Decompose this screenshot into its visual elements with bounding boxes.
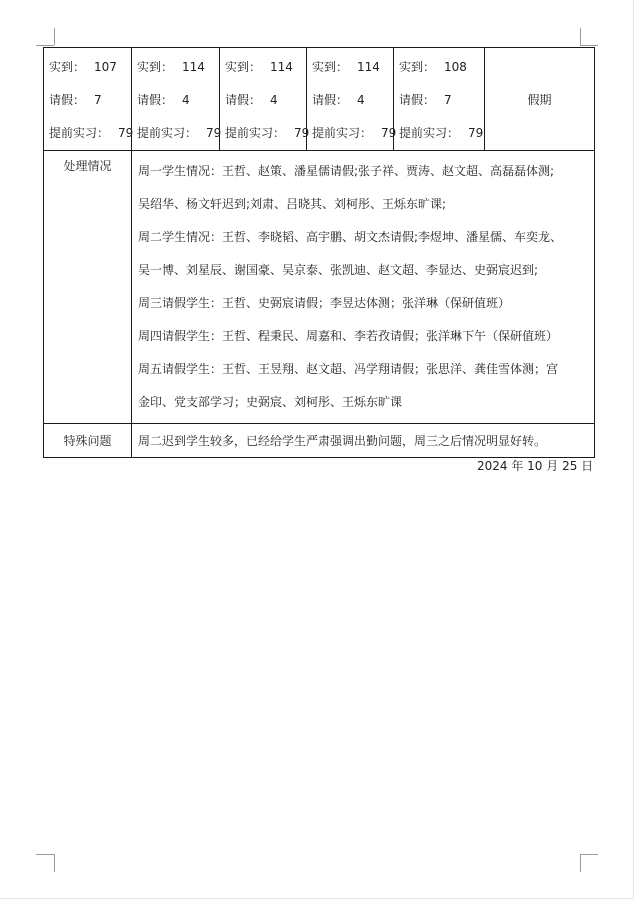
attendance-cell-tuesday [132, 48, 220, 151]
handling-row [44, 151, 595, 424]
leave-label: 请假： [399, 93, 436, 107]
handling-line: 周三请假学生：王哲、史弼宸请假；李昱达体测；张洋琳（保研值班） [138, 296, 511, 310]
attendance-cell-wednesday [220, 48, 310, 151]
intern-count: 79 [381, 126, 397, 140]
crop-mark-top-left [36, 45, 54, 46]
intern-label: 提前实习： [225, 126, 286, 140]
actual-label: 实到： [225, 60, 262, 74]
intern-label: 提前实习： [137, 126, 198, 140]
crop-mark-top-right [580, 28, 581, 45]
intern-count: 79 [206, 126, 222, 140]
leave-count: 4 [182, 93, 190, 107]
intern-count: 79 [294, 126, 310, 140]
actual-count: 114 [270, 60, 293, 74]
leave-count: 4 [270, 93, 278, 107]
handling-line: 吴一博、刘星辰、谢国豪、吴京泰、张凯迪、赵文超、李显达、史弼宸迟到; [138, 263, 539, 277]
actual-label: 实到： [137, 60, 174, 74]
crop-mark-bottom-right [580, 854, 581, 872]
actual-count: 114 [357, 60, 380, 74]
attendance-cell-monday [44, 48, 132, 151]
crop-mark-bottom-left [36, 854, 54, 855]
attendance-cell-friday [394, 48, 485, 151]
report-date: 2024 年 10 月 25 日 [477, 459, 594, 473]
handling-line: 周四请假学生：王哲、程秉民、周嘉和、李若孜请假；张洋琳下午（保研值班） [138, 329, 559, 343]
leave-count: 7 [444, 93, 452, 107]
crop-mark-bottom-right [580, 854, 598, 855]
crop-mark-top-right [580, 45, 598, 46]
attendance-report-table [43, 47, 595, 458]
crop-mark-top-left [54, 28, 55, 45]
intern-label: 提前实习： [399, 126, 460, 140]
leave-label: 请假： [49, 93, 86, 107]
intern-count: 79 [468, 126, 484, 140]
actual-label: 实到： [312, 60, 349, 74]
handling-line: 周一学生情况：王哲、赵策、潘星儒请假;张子祥、贾涛、赵文超、高磊磊体测; [138, 164, 555, 178]
actual-count: 107 [94, 60, 117, 74]
attendance-row [44, 48, 595, 151]
handling-label: 处理情况 [44, 151, 132, 424]
handling-line: 周五请假学生：王哲、王昱翔、赵文超、冯学翔请假；张思洋、龚佳雪体测；宫 [138, 362, 559, 376]
special-label: 特殊问题 [44, 424, 132, 458]
handling-line: 吴绍华、杨文轩迟到;刘肃、吕晓其、刘柯彤、王烁东旷课; [138, 197, 447, 211]
leave-count: 7 [94, 93, 102, 107]
leave-count: 4 [357, 93, 365, 107]
leave-label: 请假： [312, 93, 349, 107]
handling-line: 金印、党支部学习；史弼宸、刘柯彤、王烁东旷课 [138, 395, 403, 409]
special-text: 周二迟到学生较多，已经给学生严肃强调出勤问题，周三之后情况明显好转。 [132, 424, 595, 458]
handling-content [132, 151, 595, 424]
holiday-cell: 假期 [485, 48, 595, 151]
intern-label: 提前实习： [49, 126, 110, 140]
actual-count: 114 [182, 60, 205, 74]
crop-mark-bottom-left [54, 854, 55, 872]
leave-label: 请假： [225, 93, 262, 107]
actual-label: 实到： [399, 60, 436, 74]
leave-label: 请假： [137, 93, 174, 107]
actual-count: 108 [444, 60, 467, 74]
intern-label: 提前实习： [312, 126, 373, 140]
special-row [44, 424, 595, 458]
handling-line: 周二学生情况：王哲、李晓韬、高宇鹏、胡文杰请假;李煜坤、潘星儒、车奕龙、 [138, 230, 563, 244]
intern-count: 79 [118, 126, 134, 140]
actual-label: 实到： [49, 60, 86, 74]
attendance-cell-thursday [307, 48, 397, 151]
